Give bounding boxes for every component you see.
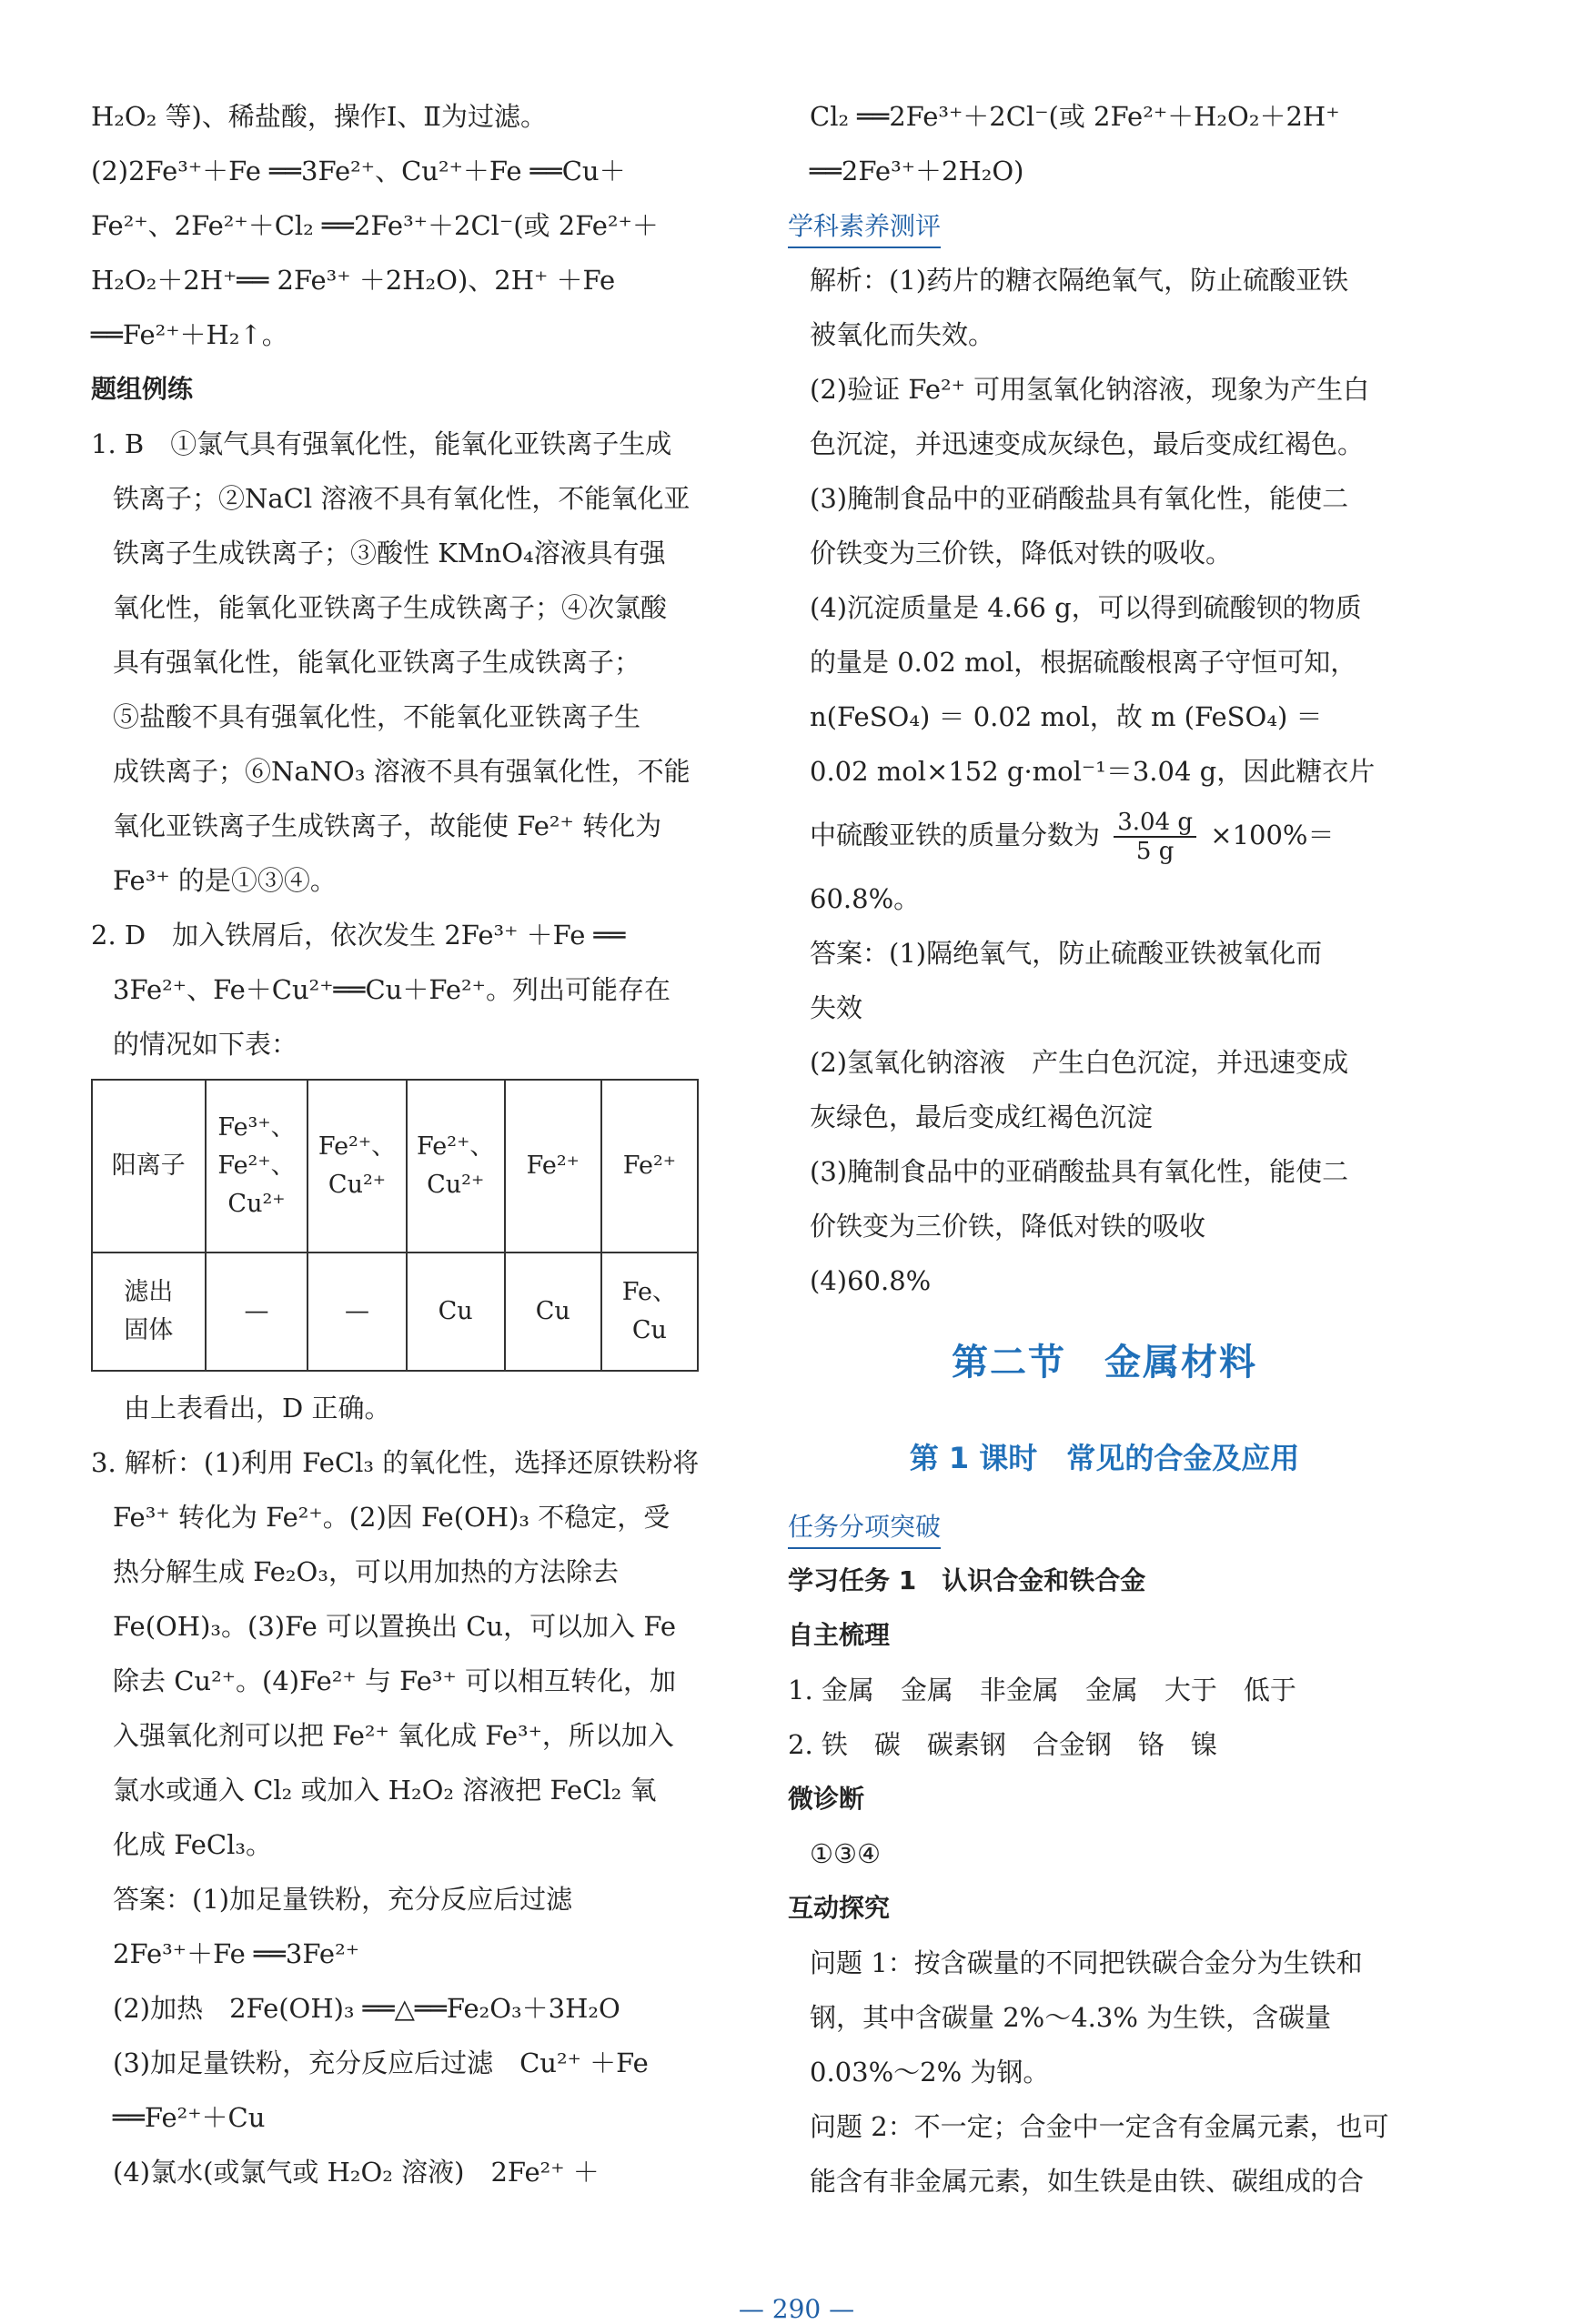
right-top-block [788, 89, 1421, 198]
text-line: ══Fe²⁺＋H₂↑。 [91, 319, 288, 350]
text-line: (2)验证 Fe²⁺ 可用氢氧化钠溶液，现象为产生白 [810, 374, 1370, 405]
text-line: 答案：(1)隔绝氧气，防止硫酸亚铁被氧化而 [810, 938, 1323, 969]
text-line: 的情况如下表： [113, 1029, 298, 1060]
text-line: (4)沉淀质量是 4.66 g，可以得到硫酸钡的物质 [810, 592, 1362, 623]
question-2 [91, 908, 699, 1071]
text-line: 1. B ①氯气具有强氧化性，能氧化亚铁离子生成 [91, 428, 672, 459]
eval-heading: 学科素养测评 [788, 208, 941, 248]
text-line: 价铁变为三价铁，降低对铁的吸收。 [810, 538, 1233, 568]
text-line: (3)腌制食品中的亚硝酸盐具有氧化性，能使二 [810, 483, 1349, 514]
fraction [1114, 809, 1196, 865]
table-cell: Cu [505, 1253, 601, 1371]
question-3-answer [91, 1872, 699, 2199]
text-line: 铁离子生成铁离子；③酸性 KMnO₄溶液具有强 [113, 538, 666, 568]
fraction-line [788, 799, 1421, 871]
text-line: (2)氢氧化钠溶液 产生白色沉淀，并迅速变成 [810, 1047, 1349, 1078]
text-line: 2. D 加入铁屑后，依次发生 2Fe³⁺ ＋Fe ══ [91, 920, 626, 951]
text-line: 2. 铁 碳 碳素钢 合金钢 铬 镍 [788, 1729, 1217, 1760]
text-line: (2)2Fe³⁺＋Fe ══3Fe²⁺、Cu²⁺＋Fe ══Cu＋ [91, 156, 626, 186]
text-line: 钢，其中含碳量 2%～4.3% 为生铁，含碳量 [810, 2002, 1332, 2033]
task1-title: 学习任务 1 认识合金和铁合金 [788, 1565, 1146, 1595]
cation-table [91, 1079, 699, 1372]
text-line: H₂O₂＋2H⁺══ 2Fe³⁺ ＋2H₂O)、2H⁺ ＋Fe [91, 265, 616, 296]
text-line: 1. 金属 金属 非金属 金属 大于 低于 [788, 1675, 1296, 1705]
task-heading-wrap [788, 1499, 1421, 1554]
left-top-block [91, 89, 699, 362]
eval-heading-wrap [788, 198, 1421, 253]
text-line: 答案：(1)加足量铁粉，充分反应后过滤 [113, 1884, 573, 1915]
text-line: 除去 Cu²⁺。(4)Fe²⁺ 与 Fe³⁺ 可以相互转化，加 [113, 1665, 677, 1696]
table-cell: Fe²⁺ [601, 1080, 698, 1253]
right-column [788, 89, 1421, 2208]
fraction-suffix: ×100%＝ [1210, 820, 1335, 850]
text-line: n(FeSO₄) ＝ 0.02 mol，故 m (FeSO₄) ＝ [810, 701, 1323, 732]
table-cell: — [308, 1253, 406, 1371]
text-line: (4)60.8% [810, 1265, 932, 1296]
text-line: 被氧化而失效。 [810, 319, 995, 350]
text-line: 0.02 mol×152 g·mol⁻¹＝3.04 g，因此糖衣片 [810, 756, 1376, 787]
question-3 [91, 1435, 699, 1872]
group-title: 题组例练 [91, 374, 194, 404]
table-cell: Fe²⁺ [505, 1080, 601, 1253]
table-cell: Cu [407, 1253, 505, 1371]
table-cell: Fe³⁺、 Fe²⁺、 Cu²⁺ [206, 1080, 308, 1253]
text-line: Cl₂ ══2Fe³⁺＋2Cl⁻(或 2Fe²⁺＋H₂O₂＋2H⁺ [810, 101, 1340, 132]
text-line: H₂O₂ 等)、稀盐酸，操作Ⅰ、Ⅱ为过滤。 [91, 101, 548, 132]
table-row [92, 1080, 698, 1253]
text-line: 能含有非金属元素，如生铁是由铁、碳组成的合 [810, 2166, 1365, 2197]
section-title: 第二节 金属材料 [952, 1342, 1257, 1383]
text-line: 2Fe³⁺＋Fe ══3Fe²⁺ [113, 1938, 359, 1969]
self-study-title: 自主梳理 [788, 1620, 891, 1650]
task-heading: 任务分项突破 [788, 1509, 941, 1549]
table-cell: 阳离子 [92, 1080, 206, 1253]
left-column [91, 89, 699, 2199]
table-cell: Fe²⁺、 Cu²⁺ [407, 1080, 505, 1253]
text-line: 问题 2：不一定；合金中一定含有金属元素，也可 [810, 2111, 1389, 2142]
text-line: 氧化亚铁离子生成铁离子，故能使 Fe²⁺ 转化为 [113, 810, 662, 841]
text-line: (3)加足量铁粉，充分反应后过滤 Cu²⁺ ＋Fe [113, 2047, 649, 2078]
text-line: 色沉淀，并迅速变成灰绿色，最后变成红褐色。 [810, 428, 1365, 459]
text-line: ══2Fe³⁺＋2H₂O) [810, 156, 1024, 186]
interact-title: 互动探究 [788, 1893, 891, 1923]
lesson-title: 第 1 课时 常见的合金及应用 [909, 1441, 1300, 1475]
text-line: Fe(OH)₃。(3)Fe 可以置换出 Cu，可以加入 Fe [113, 1611, 677, 1642]
text-line: 具有强氧化性，能氧化亚铁离子生成铁离子； [113, 647, 641, 678]
interact-list [788, 1936, 1421, 2208]
text-line: (3)腌制食品中的亚硝酸盐具有氧化性，能使二 [810, 1156, 1349, 1187]
text-line: 的量是 0.02 mol，根据硫酸根离子守恒可知， [810, 647, 1357, 678]
text-line: 3Fe²⁺、Fe＋Cu²⁺══Cu＋Fe²⁺。列出可能存在 [113, 974, 670, 1005]
text-line: Fe³⁺ 的是①③④。 [113, 865, 337, 896]
text-line: (2)加热 2Fe(OH)₃ ══△══Fe₂O₃＋3H₂O [113, 1993, 620, 2024]
text-line: Fe³⁺ 转化为 Fe²⁺。(2)因 Fe(OH)₃ 不稳定，受 [113, 1502, 670, 1533]
text-line: 价铁变为三价铁，降低对铁的吸收 [810, 1211, 1206, 1242]
fraction-denominator: 5 g [1135, 838, 1175, 865]
text-line: 热分解生成 Fe₂O₃，可以用加热的方法除去 [113, 1556, 619, 1587]
text-line: ⑤盐酸不具有强氧化性，不能氧化亚铁离子生 [113, 701, 641, 732]
text-line: 化成 FeCl₃。 [113, 1829, 273, 1860]
text-line: 解析：(1)药片的糖衣隔绝氧气，防止硫酸亚铁 [810, 265, 1349, 296]
table-row [92, 1253, 698, 1371]
table-cell: — [206, 1253, 308, 1371]
table-cell: Fe²⁺、 Cu²⁺ [308, 1080, 406, 1253]
table-cell: 滤出 固体 [92, 1253, 206, 1371]
table-cell: Fe、Cu [601, 1253, 698, 1371]
text-line: 氯水或通入 Cl₂ 或加入 H₂O₂ 溶液把 FeCl₂ 氧 [113, 1775, 657, 1806]
text-line: 入强氧化剂可以把 Fe²⁺ 氧化成 Fe³⁺，所以加入 [113, 1720, 674, 1751]
text-line: 氧化性，能氧化亚铁离子生成铁离子；④次氯酸 [113, 592, 668, 623]
text-line: Fe²⁺、2Fe²⁺＋Cl₂ ══2Fe³⁺＋2Cl⁻(或 2Fe²⁺＋ [91, 210, 659, 241]
eval-result: 60.8%。 [810, 883, 921, 914]
text-line: 成铁离子；⑥NaNO₃ 溶液不具有强氧化性，不能 [113, 756, 691, 787]
text-line: (4)氯水(或氯气或 H₂O₂ 溶液) 2Fe²⁺ ＋ [113, 2157, 600, 2188]
text-line: 问题 1：按含碳量的不同把铁碳合金分为生铁和 [810, 1947, 1363, 1978]
text-line: 灰绿色，最后变成红褐色沉淀 [810, 1102, 1154, 1132]
page-number: — 290 — [738, 2294, 855, 2324]
text-line: 铁离子；②NaCl 溶液不具有氧化性，不能氧化亚 [113, 483, 691, 514]
eval-analysis [788, 253, 1421, 799]
fraction-numerator: 3.04 g [1114, 809, 1196, 838]
self-study-list [788, 1663, 1421, 1772]
micro-diag-answer: ①③④ [810, 1838, 881, 1869]
eval-answer [788, 926, 1421, 1308]
q2-conclusion: 由上表看出，D 正确。 [124, 1393, 391, 1424]
text-line: 失效 [810, 992, 863, 1023]
text-line: 0.03%～2% 为钢。 [810, 2057, 1050, 2088]
question-1 [91, 417, 699, 908]
text-line: ══Fe²⁺＋Cu [113, 2102, 266, 2133]
text-line: 3. 解析：(1)利用 FeCl₃ 的氧化性，选择还原铁粉将 [91, 1447, 700, 1478]
micro-diag-title: 微诊断 [788, 1784, 865, 1814]
fraction-prefix: 中硫酸亚铁的质量分数为 [810, 820, 1101, 850]
